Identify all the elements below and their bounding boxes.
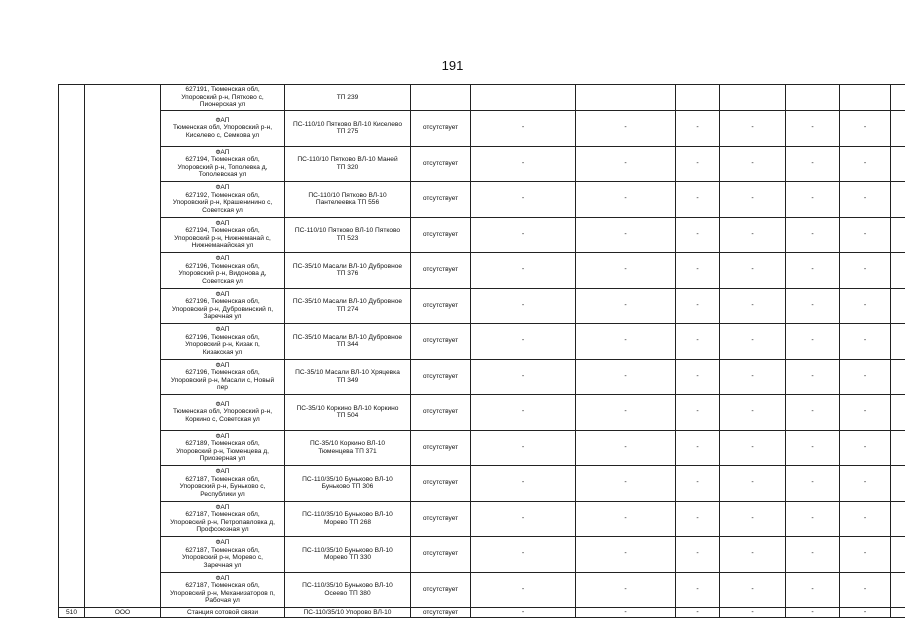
table-row: [59, 146, 905, 182]
address-cell: ФАП 627192, Тюменская обл, Упоровский р-н, Крашенинино с, Советская ул: [161, 182, 285, 218]
value-cell: -: [471, 146, 576, 182]
address-cell: ФАП 627196, Тюменская обл, Упоровский р-н, Кизак п, Кизакская ул: [161, 324, 285, 360]
line-cell: ТП 239: [285, 85, 411, 111]
value-cell: -: [576, 430, 676, 466]
table-row: [59, 608, 905, 618]
value-cell: -: [576, 253, 676, 289]
value-cell: -: [840, 146, 891, 182]
value-cell: -: [576, 111, 676, 147]
value-cell: -: [676, 537, 720, 573]
value-cell: -: [676, 395, 720, 431]
value-cell: -: [840, 288, 891, 324]
table-row: [59, 182, 905, 218]
value-cell: [786, 85, 840, 111]
value-cell: [891, 466, 905, 502]
value-cell: -: [720, 395, 786, 431]
address-cell: ФАП 627187, Тюменская обл, Упоровский р-н, Морево с, Заречная ул: [161, 537, 285, 573]
value-cell: -: [720, 359, 786, 395]
value-cell: -: [676, 253, 720, 289]
value-cell: -: [786, 217, 840, 253]
value-cell: -: [676, 324, 720, 360]
value-cell: -: [471, 466, 576, 502]
value-cell: -: [840, 608, 891, 618]
value-cell: -: [840, 430, 891, 466]
value-cell: [891, 572, 905, 608]
address-cell: ФАП Тюменская обл, Упоровский р-н, Коркино с, Советская ул: [161, 395, 285, 431]
address-cell: ФАП 627187, Тюменская обл, Упоровский р-н, Буньково с, Республики ул: [161, 466, 285, 502]
value-cell: -: [471, 217, 576, 253]
value-cell: -: [676, 572, 720, 608]
value-cell: -: [576, 608, 676, 618]
value-cell: -: [576, 395, 676, 431]
value-cell: [891, 111, 905, 147]
value-cell: -: [471, 324, 576, 360]
value-cell: -: [676, 359, 720, 395]
value-cell: -: [840, 537, 891, 573]
value-cell: -: [471, 182, 576, 218]
value-cell: -: [676, 217, 720, 253]
value-cell: -: [786, 395, 840, 431]
value-cell: -: [471, 253, 576, 289]
table-row: [59, 572, 905, 608]
value-cell: -: [786, 501, 840, 537]
value-cell: -: [786, 608, 840, 618]
status-cell: отсутствует: [411, 466, 471, 502]
value-cell: -: [676, 182, 720, 218]
table-row: [59, 111, 905, 147]
value-cell: -: [676, 146, 720, 182]
value-cell: -: [471, 395, 576, 431]
status-cell: отсутствует: [411, 359, 471, 395]
value-cell: -: [720, 182, 786, 218]
value-cell: -: [840, 572, 891, 608]
value-cell: -: [720, 217, 786, 253]
value-cell: -: [840, 395, 891, 431]
value-cell: -: [840, 324, 891, 360]
address-cell: ФАП 627187, Тюменская обл, Упоровский р-н, Механизаторов п, Рабочая ул: [161, 572, 285, 608]
value-cell: [840, 85, 891, 111]
value-cell: -: [786, 359, 840, 395]
status-cell: отсутствует: [411, 324, 471, 360]
value-cell: -: [471, 572, 576, 608]
value-cell: -: [576, 359, 676, 395]
line-cell: ПС-35/10 Масали ВЛ-10 Дубровное ТП 376: [285, 253, 411, 289]
table-row: [59, 501, 905, 537]
status-cell: [411, 85, 471, 111]
value-cell: -: [786, 146, 840, 182]
value-cell: -: [840, 111, 891, 147]
line-cell: ПС-110/35/10 Буньково ВЛ-10 Морево ТП 268: [285, 501, 411, 537]
status-cell: отсутствует: [411, 501, 471, 537]
value-cell: [471, 85, 576, 111]
value-cell: [891, 501, 905, 537]
value-cell: -: [786, 182, 840, 218]
value-cell: -: [676, 288, 720, 324]
value-cell: [891, 288, 905, 324]
status-cell: отсутствует: [411, 430, 471, 466]
value-cell: [891, 430, 905, 466]
value-cell: -: [786, 430, 840, 466]
address-cell: ФАП 627189, Тюменская обл, Упоровский р-н, Тюменцева д, Приозерная ул: [161, 430, 285, 466]
value-cell: -: [720, 111, 786, 147]
value-cell: -: [840, 501, 891, 537]
value-cell: -: [471, 608, 576, 618]
value-cell: -: [840, 217, 891, 253]
value-cell: -: [840, 466, 891, 502]
value-cell: -: [576, 288, 676, 324]
status-cell: отсутствует: [411, 111, 471, 147]
num-cell: [59, 85, 85, 608]
address-cell: ФАП 627196, Тюменская обл, Упоровский р-н, Дубровинский п, Заречная ул: [161, 288, 285, 324]
value-cell: -: [786, 537, 840, 573]
facilities-table: [58, 84, 905, 618]
value-cell: -: [786, 324, 840, 360]
value-cell: -: [840, 359, 891, 395]
value-cell: -: [576, 537, 676, 573]
line-cell: ПС-35/10 Масали ВЛ-10 Хряцевка ТП 349: [285, 359, 411, 395]
line-cell: ПС-110/10 Пятково ВЛ-10 Пятково ТП 523: [285, 217, 411, 253]
table-row: [59, 359, 905, 395]
value-cell: [891, 324, 905, 360]
line-cell: ПС-110/35/10 Буньково ВЛ-10 Осеево ТП 380: [285, 572, 411, 608]
line-cell: ПС-35/10 Масали ВЛ-10 Дубровное ТП 274: [285, 288, 411, 324]
table-row: [59, 85, 905, 111]
value-cell: -: [786, 253, 840, 289]
table-row: [59, 395, 905, 431]
line-cell: ПС-110/10 Пятково ВЛ-10 Киселево ТП 275: [285, 111, 411, 147]
value-cell: [891, 182, 905, 218]
value-cell: -: [471, 111, 576, 147]
table-row: [59, 253, 905, 289]
org-cell: [85, 85, 161, 608]
org-cell: ООО: [85, 608, 161, 618]
value-cell: [891, 608, 905, 618]
value-cell: -: [840, 182, 891, 218]
table-row: [59, 217, 905, 253]
address-cell: ФАП 627194, Тюменская обл, Упоровский р-н, Нижнеманай с, Нижнеманайская ул: [161, 217, 285, 253]
value-cell: -: [471, 288, 576, 324]
num-cell: 510: [59, 608, 85, 618]
status-cell: отсутствует: [411, 537, 471, 573]
value-cell: -: [576, 466, 676, 502]
line-cell: ПС-35/10 Коркино ВЛ-10 Коркино ТП 504: [285, 395, 411, 431]
status-cell: отсутствует: [411, 608, 471, 618]
value-cell: -: [720, 466, 786, 502]
value-cell: -: [786, 466, 840, 502]
value-cell: -: [576, 182, 676, 218]
value-cell: -: [840, 253, 891, 289]
value-cell: -: [676, 501, 720, 537]
value-cell: [891, 217, 905, 253]
value-cell: -: [720, 537, 786, 573]
address-cell: Станция сотовой связи: [161, 608, 285, 618]
line-cell: ПС-110/35/10 Буньково ВЛ-10 Морево ТП 330: [285, 537, 411, 573]
status-cell: отсутствует: [411, 572, 471, 608]
address-cell: 627191, Тюменская обл, Упоровский р-н, Пятково с, Пионерская ул: [161, 85, 285, 111]
value-cell: [891, 253, 905, 289]
value-cell: -: [676, 608, 720, 618]
value-cell: -: [471, 430, 576, 466]
page-number: 191: [441, 58, 464, 73]
table-row: [59, 288, 905, 324]
line-cell: ПС-35/10 Масали ВЛ-10 Дубровное ТП 344: [285, 324, 411, 360]
value-cell: -: [676, 111, 720, 147]
value-cell: -: [576, 217, 676, 253]
value-cell: [676, 85, 720, 111]
table-row: [59, 430, 905, 466]
value-cell: -: [720, 608, 786, 618]
status-cell: отсутствует: [411, 288, 471, 324]
value-cell: [891, 395, 905, 431]
table-body: [59, 85, 905, 618]
value-cell: -: [786, 572, 840, 608]
value-cell: -: [576, 324, 676, 360]
value-cell: -: [720, 288, 786, 324]
address-cell: ФАП 627187, Тюменская обл, Упоровский р-н, Петропавловка д, Профсоюзная ул: [161, 501, 285, 537]
value-cell: -: [720, 253, 786, 289]
value-cell: -: [720, 430, 786, 466]
status-cell: отсутствует: [411, 217, 471, 253]
status-cell: отсутствует: [411, 146, 471, 182]
value-cell: [576, 85, 676, 111]
value-cell: -: [576, 572, 676, 608]
value-cell: -: [576, 146, 676, 182]
value-cell: -: [676, 466, 720, 502]
address-cell: ФАП Тюменская обл, Упоровский р-н, Киселево с, Семкова ул: [161, 111, 285, 147]
table-row: [59, 466, 905, 502]
value-cell: [720, 85, 786, 111]
table-row: [59, 324, 905, 360]
line-cell: ПС-35/10 Коркино ВЛ-10 Тюменцева ТП 371: [285, 430, 411, 466]
status-cell: отсутствует: [411, 395, 471, 431]
address-cell: ФАП 627194, Тюменская обл, Упоровский р-н, Тополевка д, Тополевская ул: [161, 146, 285, 182]
value-cell: -: [786, 111, 840, 147]
value-cell: [891, 146, 905, 182]
status-cell: отсутствует: [411, 253, 471, 289]
line-cell: ПС-110/10 Пятково ВЛ-10 Маней ТП 320: [285, 146, 411, 182]
address-cell: ФАП 627196, Тюменская обл, Упоровский р-н, Видонова д, Советская ул: [161, 253, 285, 289]
value-cell: -: [471, 501, 576, 537]
value-cell: [891, 85, 905, 111]
value-cell: -: [576, 501, 676, 537]
value-cell: -: [471, 537, 576, 573]
value-cell: [891, 537, 905, 573]
value-cell: -: [720, 146, 786, 182]
address-cell: ФАП 627196, Тюменская обл, Упоровский р-н, Масали с, Новый пер: [161, 359, 285, 395]
value-cell: -: [471, 359, 576, 395]
table-row: [59, 537, 905, 573]
value-cell: -: [720, 572, 786, 608]
value-cell: -: [720, 324, 786, 360]
value-cell: [891, 359, 905, 395]
value-cell: -: [720, 501, 786, 537]
value-cell: -: [676, 430, 720, 466]
value-cell: -: [786, 288, 840, 324]
line-cell: ПС-110/35/10 Буньково ВЛ-10 Буньково ТП 306: [285, 466, 411, 502]
line-cell: ПС-110/10 Пятково ВЛ-10 Пантелеевка ТП 556: [285, 182, 411, 218]
line-cell: ПС-110/35/10 Упорово ВЛ-10: [285, 608, 411, 618]
status-cell: отсутствует: [411, 182, 471, 218]
